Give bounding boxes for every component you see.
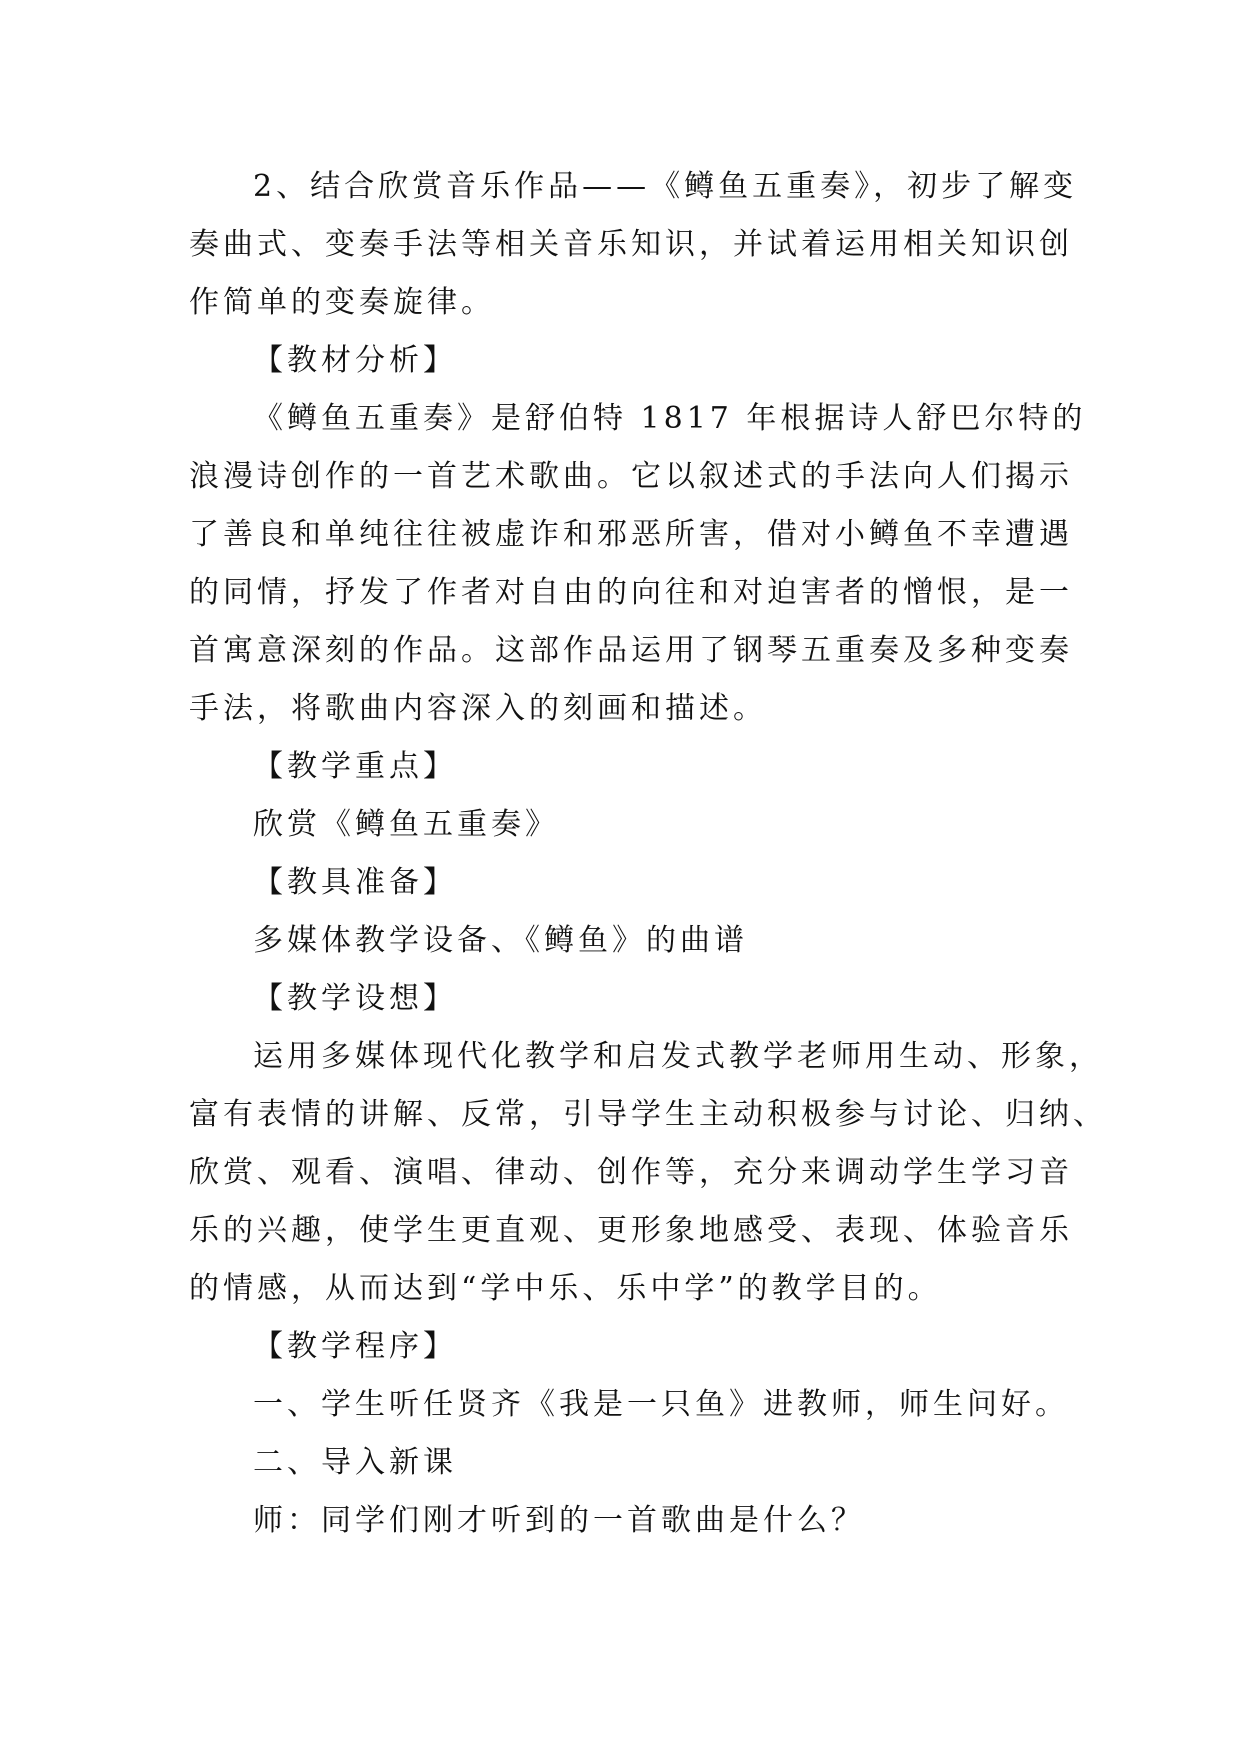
paragraph-line: 一、学生听任贤齐《我是一只鱼》进教师，师生问好。 xyxy=(253,1387,1069,1422)
section-heading-teaching-procedure: 【教学程序】 xyxy=(253,1329,457,1364)
paragraph-line: 的情感，从而达到“学中乐、乐中学”的教学目的。 xyxy=(189,1271,942,1306)
paragraph-line: 师：同学们刚才听到的一首歌曲是什么？ xyxy=(253,1503,865,1538)
section-heading-teaching-aids: 【教具准备】 xyxy=(253,865,457,900)
paragraph-line: 多媒体教学设备、《鳟鱼》的曲谱 xyxy=(253,923,748,958)
paragraph-line: 作简单的变奏旋律。 xyxy=(189,285,495,320)
paragraph-line: 《鳟鱼五重奏》是舒伯特 1817 年根据诗人舒巴尔特的 xyxy=(253,401,1087,436)
document-body xyxy=(189,158,1107,1550)
paragraph-line: 2、结合欣赏音乐作品——《鳟鱼五重奏》，初步了解变 xyxy=(253,169,1078,204)
section-heading-textbook-analysis: 【教材分析】 xyxy=(253,343,457,378)
paragraph-line: 浪漫诗创作的一首艺术歌曲。它以叙述式的手法向人们揭示 xyxy=(189,459,1073,494)
paragraph-line: 富有表情的讲解、反常，引导学生主动积极参与讨论、归纳、 xyxy=(189,1097,1107,1132)
section-heading-teaching-focus: 【教学重点】 xyxy=(253,749,457,784)
paragraph-line: 二、导入新课 xyxy=(253,1445,457,1480)
paragraph-line: 奏曲式、变奏手法等相关音乐知识，并试着运用相关知识创 xyxy=(189,227,1073,262)
paragraph-line: 欣赏《鳟鱼五重奏》 xyxy=(253,807,559,842)
paragraph-line: 手法，将歌曲内容深入的刻画和描述。 xyxy=(189,691,767,726)
paragraph-line: 的同情，抒发了作者对自由的向往和对迫害者的憎恨，是一 xyxy=(189,575,1073,610)
paragraph-line: 乐的兴趣，使学生更直观、更形象地感受、表现、体验音乐 xyxy=(189,1213,1073,1248)
paragraph-line: 了善良和单纯往往被虚诈和邪恶所害，借对小鳟鱼不幸遭遇 xyxy=(189,517,1073,552)
paragraph-line: 欣赏、观看、演唱、律动、创作等，充分来调动学生学习音 xyxy=(189,1155,1073,1190)
paragraph-line: 运用多媒体现代化教学和启发式教学老师用生动、形象， xyxy=(253,1039,1103,1074)
paragraph-line: 首寓意深刻的作品。这部作品运用了钢琴五重奏及多种变奏 xyxy=(189,633,1073,668)
section-heading-teaching-concept: 【教学设想】 xyxy=(253,981,457,1016)
